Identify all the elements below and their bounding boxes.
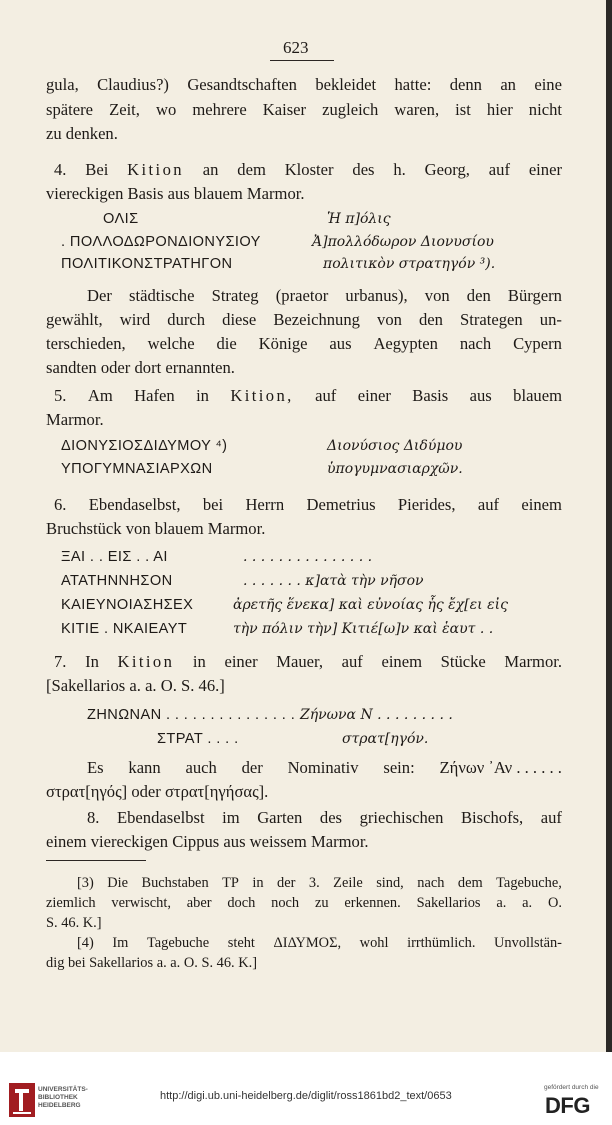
word: diese <box>222 310 257 329</box>
body-line: Bruchstück von blauem Marmor. <box>46 519 266 538</box>
word: Unvollstän- <box>494 935 562 951</box>
greek-transcription: Ἡ π]όλις <box>327 211 391 227</box>
word: [4) <box>77 935 94 951</box>
body-line <box>46 100 562 120</box>
word: h. <box>393 160 406 179</box>
word: von <box>377 310 402 329</box>
word: kann <box>128 758 161 777</box>
word: Tagebuche, <box>496 875 562 891</box>
word: zu <box>314 895 329 911</box>
section-4-heading <box>54 160 562 180</box>
word: gula, <box>46 75 79 94</box>
word: der <box>277 875 296 891</box>
word: Kition <box>127 160 184 179</box>
word: a. <box>496 895 507 911</box>
word: in <box>196 386 209 405</box>
word: ΤΡ <box>222 875 239 891</box>
word: ziemlich <box>46 895 96 911</box>
word: die <box>216 334 237 353</box>
word: Hafen <box>134 386 175 405</box>
word: an <box>500 75 516 94</box>
word: auch <box>185 758 217 777</box>
body-line <box>46 334 562 354</box>
inscription-line: . ΠΟΛΛΟΔΩΡΟΝΔΙΟΝΥΣΙΟΥ <box>61 234 261 250</box>
word: Ζήνων ᾿Αν . . . . . . <box>439 758 562 777</box>
word: eine <box>534 75 562 94</box>
word: Kloster <box>284 160 334 179</box>
word: Zeile <box>333 875 363 891</box>
word: nach <box>459 334 492 353</box>
word: a. <box>522 895 533 911</box>
word: Bei <box>85 160 109 179</box>
word: Claudius?) <box>97 75 169 94</box>
word: Stücke <box>440 652 486 671</box>
word: Kition <box>117 652 175 671</box>
word: Ebendaselbst <box>117 808 205 827</box>
word: welche <box>147 334 195 353</box>
word: Demetrius <box>306 495 376 514</box>
word: Bischofs, <box>460 808 524 827</box>
word: O. <box>548 895 562 911</box>
footnote-4 <box>77 934 562 953</box>
word: Buchstaben <box>141 875 209 891</box>
word: Bürgern <box>507 286 562 305</box>
word: gewählt, <box>46 310 103 329</box>
word: der <box>241 758 263 777</box>
word: griechischen <box>359 808 444 827</box>
word: an <box>202 160 219 179</box>
body-line <box>87 286 562 306</box>
word: Georg, <box>424 160 470 179</box>
word: im <box>222 808 240 827</box>
word: Im <box>112 935 129 951</box>
word: Strategen <box>460 310 523 329</box>
body-line <box>87 758 562 778</box>
word: bei <box>202 495 224 514</box>
word: aus <box>329 334 352 353</box>
word: denn <box>449 75 482 94</box>
word: terschieden, <box>46 334 126 353</box>
greek-transcription: Ζήνωνα Ν . . . . . . . . . <box>300 707 453 723</box>
section-6-heading <box>54 495 562 515</box>
inscription-line: ΟΛΙΣ <box>103 211 139 227</box>
word: doch <box>227 895 256 911</box>
word: Könige <box>258 334 308 353</box>
footnote-line <box>46 894 562 913</box>
word: Es <box>87 758 104 777</box>
word: auf <box>540 808 562 827</box>
word: auf <box>341 652 363 671</box>
word: dem <box>237 160 266 179</box>
word: ist <box>455 100 471 119</box>
word: [3) <box>77 875 94 891</box>
word: Cypern <box>513 334 562 353</box>
word: einer <box>528 160 562 179</box>
greek-transcription: ὑπογυμνασιαρχῶν. <box>327 461 463 477</box>
body-line: einem viereckigen Cippus aus weissem Marmor. <box>46 832 369 851</box>
word: erkennen. <box>344 895 401 911</box>
word: durch <box>167 310 206 329</box>
word: sein: <box>383 758 415 777</box>
footnote-line: S. 46. K.] <box>46 915 102 931</box>
word: dem <box>457 875 483 891</box>
word: des <box>352 160 375 179</box>
word: 3. <box>308 875 320 891</box>
word: In <box>85 652 99 671</box>
greek-transcription: . . . . . . . . . . . . . . . <box>243 549 373 565</box>
body-line <box>46 75 562 95</box>
word: irrthümlich. <box>407 935 476 951</box>
word: des <box>319 808 343 827</box>
word: Garten <box>257 808 303 827</box>
viewer-footer <box>0 1052 612 1125</box>
word: Sakellarios <box>416 895 481 911</box>
footnote-3 <box>77 874 562 893</box>
word: Strateg <box>211 286 259 305</box>
word: Pierides, <box>397 495 456 514</box>
word: bekleidet <box>315 75 377 94</box>
greek-transcription: Διονύσιος Διδύμου <box>327 438 463 454</box>
word: wird <box>119 310 151 329</box>
page-number-rule <box>270 60 334 61</box>
word: aber <box>186 895 212 911</box>
word: Am <box>87 386 113 405</box>
permalink-url[interactable]: http://digi.ub.uni-heidelberg.de/diglit/ross1861bd2_text/0653 <box>160 1090 452 1102</box>
word: auf <box>315 386 337 405</box>
word: 6. <box>54 495 67 514</box>
footnote-line: dig bei Sakellarios a. a. O. S. 46. K.] <box>46 955 258 971</box>
word: 5. <box>54 386 67 405</box>
word: sind, <box>376 875 404 891</box>
body-line: zu denken. <box>46 124 118 143</box>
word: nicht <box>528 100 562 119</box>
word: wohl <box>359 935 389 951</box>
word: Herrn <box>245 495 285 514</box>
word: 7. <box>54 652 67 671</box>
library-name: UNIVERSITÄTS- BIBLIOTHEK HEIDELBERG <box>38 1086 88 1109</box>
page-number: 623 <box>283 38 309 57</box>
inscription-line: ΚΙΤΙΕ . ΝΚΑΙΕΑΥΤ <box>61 621 188 637</box>
inscription-line: ΞΑΙ . . ΕΙΣ . . ΑΙ <box>61 549 168 565</box>
word: einem <box>521 495 562 514</box>
university-library-logo-icon <box>9 1083 35 1117</box>
inscription-line: ΠΟΛΙΤΙΚΟΝΣΤΡΑΤΗΓΟΝ <box>61 256 233 272</box>
word: von <box>424 286 450 305</box>
section-7-heading <box>54 652 562 672</box>
inscription-line: ΔΙΟΝΥΣΙΟΣΔΙΔΥΜΟΥ ⁴) <box>61 438 228 454</box>
word: Tagebuche <box>147 935 210 951</box>
section-5-heading <box>54 386 562 406</box>
word: zugleich <box>322 100 379 119</box>
word: verwischt, <box>111 895 171 911</box>
word: Gesandtschaften <box>187 75 297 94</box>
greek-transcription: στρατ[ηγόν. <box>342 731 429 747</box>
word: un- <box>539 310 562 329</box>
word: wo <box>156 100 177 119</box>
word: auf <box>488 160 510 179</box>
word: den <box>419 310 443 329</box>
word: hier <box>486 100 513 119</box>
word: blauem <box>513 386 562 405</box>
word: Der <box>87 286 112 305</box>
greek-transcription: πολιτικὸν στρατηγόν ³). <box>323 256 496 272</box>
body-line: sandten oder dort ernannten. <box>46 358 235 377</box>
word: städtische <box>129 286 195 305</box>
word: Die <box>107 875 129 891</box>
word: Kaiser <box>262 100 307 119</box>
greek-transcription: . . . . . . . κ]ατὰ τὴν νῆσον <box>243 573 424 589</box>
body-line: Marmor. <box>46 410 104 429</box>
word: Basis <box>412 386 449 405</box>
word: Ebendaselbst, <box>88 495 181 514</box>
inscription-line: ΣΤΡΑΤ . . . . <box>157 731 239 747</box>
funded-by-label: gefördert durch die <box>544 1084 599 1091</box>
inscription-line: ΑΤΑΤΗΝΝΗΣΟΝ <box>61 573 173 589</box>
body-line: στρατ[ηγός] oder στρατ[ηγήσας]. <box>46 782 269 801</box>
word: Aegypten <box>373 334 438 353</box>
section-8-heading <box>87 808 562 828</box>
word: spätere <box>46 100 93 119</box>
greek-transcription: ἀρετῆς ἕνεκα] καὶ εὐνοίας ἧς ἔχ[ει εἰς <box>233 597 508 613</box>
word: waren, <box>394 100 440 119</box>
word: 8. <box>87 808 100 827</box>
word: hatte: <box>394 75 432 94</box>
word: noch <box>271 895 300 911</box>
body-line: [Sakellarios a. a. O. S. 46.] <box>46 676 225 695</box>
word: in <box>192 652 206 671</box>
word: steht <box>227 935 255 951</box>
word: in <box>252 875 264 891</box>
word: auf <box>477 495 500 514</box>
word: den <box>466 286 491 305</box>
word: einem <box>381 652 422 671</box>
greek-transcription: τὴν πόλιν τὴν] Κιτιέ[ω]ν καὶ ἑαυτ . . <box>233 621 494 637</box>
inscription-line: ΥΠΟΓΥΜΝΑΣΙΑΡΧΩΝ <box>61 461 213 477</box>
dfg-logo: DFG <box>545 1093 590 1118</box>
word: Zeit, <box>109 100 140 119</box>
body-line <box>46 310 562 330</box>
word: ΔΙΔΥΜΟΣ, <box>273 935 342 951</box>
word: (praetor <box>275 286 329 305</box>
word: nach <box>417 875 445 891</box>
inscription-line: ΖΗΝΩΝΑΝ . . . . . . . . . . . . . . . <box>87 707 296 723</box>
word: einer <box>357 386 391 405</box>
greek-transcription: Ἀ]πολλόδωρον Διονυσίου <box>312 234 494 250</box>
footnote-rule <box>46 860 146 861</box>
inscription-line: ΚΑΙΕΥΝΟΙΑΣΗΣΕΧ <box>61 597 194 613</box>
word: Mauer, <box>276 652 324 671</box>
body-line: viereckigen Basis aus blauem Marmor. <box>46 184 305 203</box>
word: mehrere <box>192 100 247 119</box>
word: Nominativ <box>287 758 359 777</box>
word: aus <box>469 386 492 405</box>
word: urbanus), <box>345 286 408 305</box>
word: 4. <box>54 160 67 179</box>
word: Marmor. <box>504 652 562 671</box>
word: Bezeichnung <box>273 310 360 329</box>
word: einer <box>224 652 258 671</box>
word: Kition, <box>230 386 294 405</box>
page-edge-shadow <box>606 0 612 1052</box>
